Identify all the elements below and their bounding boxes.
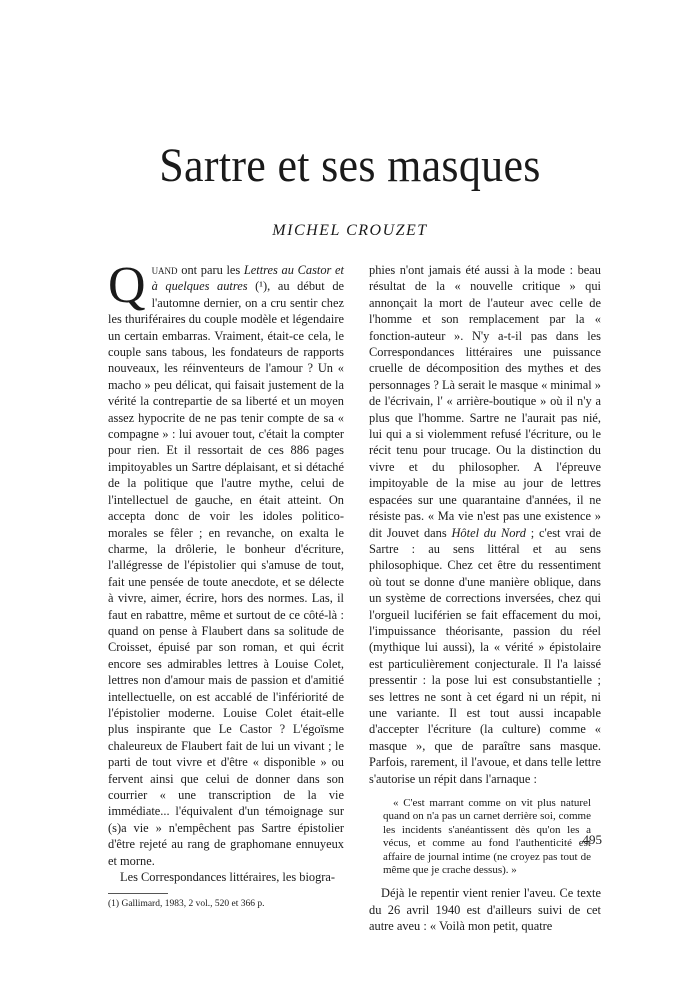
- left-paragraph-2: Les Correspondances littéraires, les biogra-: [120, 870, 336, 885]
- text-run: ont paru les: [177, 263, 244, 277]
- footnote-rule: [108, 893, 168, 894]
- drop-cap: Q: [108, 257, 146, 314]
- left-column: [108, 257, 345, 910]
- right-paragraph-2: Déjà le repentir vient renier l'aveu. Ce texte du 26 avril 1940 est d'ailleurs suivi de cet autre aveu : « Voilà mon petit, quatre: [369, 886, 601, 934]
- footnote: (1) Gallimard, 1983, 2 vol., 520 et 366 p.: [108, 899, 265, 910]
- lead-word: uand: [151, 263, 178, 277]
- text-run: (¹), au début de l'automne dernier, on a cru sentir chez les thuriféraires du couple modèle et légendaire un certain embarras. Vraiment, était-ce cela, le couple sans tabous, les fondateurs de rapports nouveaux, les réinventeurs de l'amour ? Un « macho » peu délicat, qui faisait justement de la vérité la contrepartie de sa liberté et un moyen assez hypocrite de ne pas tenir compte de sa « compagne » : lui avouer tout, c'était la compter pour rien. Et il ressortait de ces 886 pages impitoyables un Sartre déplaisant, et si détaché de la politique que l'autre mythe, celui de l'intellectuel de gauche, en était atteint. On accepta donc de voir les idoles politico-morales se fêler ; en revanche, on exalta le charme, la drôlerie, le bonheur d'écriture, l'allégresse de l'épistolier qui s'amuse de tout, fait une pensée de toute anecdote, et se délecte à vivre, aimer, écrire, hors des normes. Las, il faut en rabattre, même et surtout de ce côté-là : quand on pense à Flaubert dans sa solitude de Croisset, épuisé par son roman, et qui écrit encore ses admirables lettres à Louise Colet, lettres non d'amour mais de passion et d'amitié intellectuelle, on est accablé de l'infériorité de l'épistolier moderne. Louise Colet était-elle plus inspirante que Le Castor ? L'égoïsme chaleureux de Flaubert fait de lui un vivant ; le parti de tout vivre et d'être « disponible » ou fervent ainsi que celui de donner dans son courrier « une transcription de la vie immédiate... l'équivalent d'un témoignage sur (s)a vie » n'empêchent pas Sartre épistolier d'être rejeté au rang de graphomane ennuyeux et morne.: [108, 279, 345, 868]
- quote-text: « C'est marrant comme on vit plus naturel quand on n'a pas un carnet derrière soi, comme les incidents s'anéantissent dès qu'on les a vécus, et comme au fond l'authenticité est affaire de journal intime (ne croyez pas tout de même que je crache dessus). »: [383, 797, 591, 877]
- text-run: ; c'est vrai de Sartre : au sens littéral et au sens philosophique. Chez cet être du ressentiment où tout se donne d'une manière oblique, dans un système de corrections inversées, chez qui l'orgueil luciférien se fait effacement du moi, l'impuissance théorisante, passion du réel (mythique lui aussi), la « vérité » épistolaire est particulièrement conjecturale. Il l'a laissé pressentir : la pose lui est consubstantielle ; ses lettres ne sont à cet égard ni un répit, ni une variante. Il est tout aussi incapable d'accepter l'écriture (la culture) comme « masque », que de paraître sans masque. Parfois, rarement, il l'avoue, et dans telle lettre s'autorise un répit dans l'arnaque :: [369, 525, 601, 786]
- right-paragraph-1: [369, 262, 601, 787]
- article-author: MICHEL CROUZET: [272, 222, 428, 239]
- page-number: 495: [582, 832, 602, 847]
- left-paragraph-1: [108, 257, 345, 869]
- text-run: phies n'ont jamais été aussi à la mode : beau résultat de la « nouvelle critique » qui annonçait la mort de l'auteur avec celle de l'homme et son remplacement par la « fonction-auteur ». N'y a-t-il pas dans les Correspondances littéraires une puissance cruelle de décomposition des mythes et des personnages ? Là serait le masque « minimal » de l'écrivain, l' « arrière-boutique » où il n'y a plus que l'homme. Sartre ne l'aurait pas nié, lui qui a si violemment refusé l'écriture, ou le récit tenu pour trucage. Ou la distinction du vivre et du philosopher. A l'épreuve impitoyable de la mise au jour de lettres espacées sur une quarantaine d'années, il ne résiste pas. « Ma vie n'est pas une existence » dit Jouvet dans: [369, 263, 601, 540]
- book-title-lettres: Lettres au Castor et à quelques autres: [151, 263, 344, 294]
- article-title: Sartre et ses masques: [159, 139, 541, 192]
- block-quote: [383, 797, 591, 877]
- film-title: Hôtel du Nord: [451, 525, 526, 540]
